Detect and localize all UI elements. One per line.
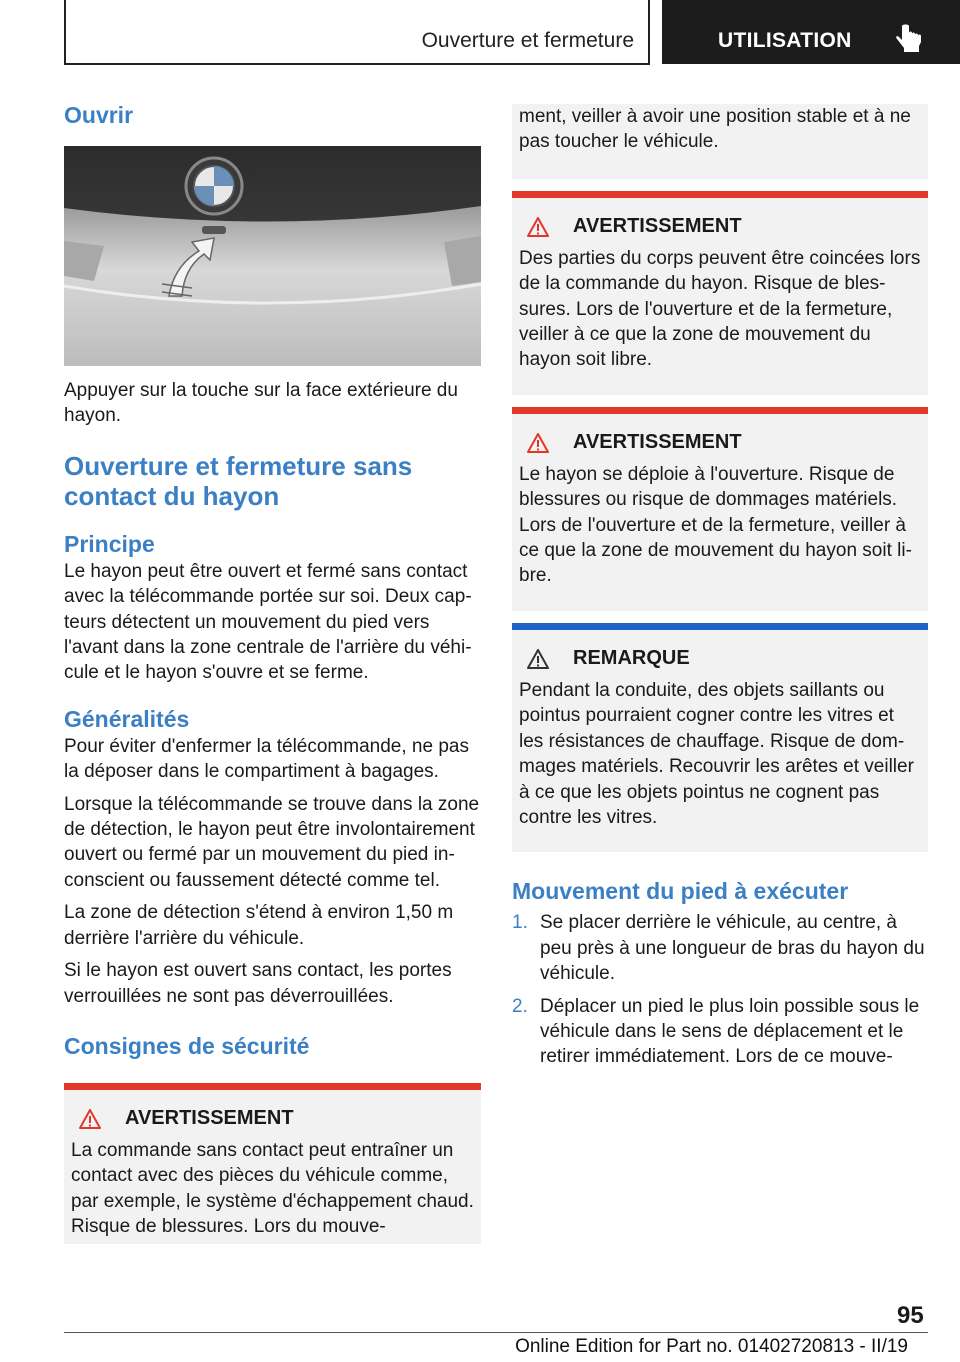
warning-text-continued: ment, veiller à avoir une position stable et à ne pas toucher le véhicule. [519, 106, 911, 153]
warning-title-text: AVERTISSEMENT [573, 431, 742, 454]
header-bottom-rule [64, 63, 650, 65]
warning-box-1 [64, 1083, 481, 1244]
right-column [512, 100, 928, 1077]
heading-consignes: Consignes de sécurité [64, 1032, 310, 1059]
warning-title [519, 214, 921, 240]
para-appuyer: Appuyer sur la touche sur la face extérieure du hayon. [64, 380, 458, 427]
left-column [64, 100, 481, 1244]
edition-footer: Online Edition for Part no. 01402720813 - II/19 [515, 1336, 908, 1357]
warning-box-1-continued [512, 104, 928, 179]
warning-bar [512, 191, 928, 198]
warning-box-3 [512, 407, 928, 611]
caution-triangle-icon [527, 649, 549, 669]
warning-text: Le hayon se déploie à l'ouverture. Risque de blessures ou risque de dommages matériels. Lors de l'ouverture et de la fermeture, veiller à ce que la zone de mouvement du hayon soit li-bre. [519, 463, 912, 587]
note-title-text: REMARQUE [573, 647, 690, 670]
pointing-hand-icon [893, 24, 923, 54]
warning-bar [512, 407, 928, 414]
step-number: 1. [512, 912, 528, 934]
warning-triangle-icon [79, 1109, 101, 1129]
warning-triangle-icon [527, 217, 549, 237]
heading-ouverture-sans-contact: Ouverture et fermeture sans contact du hayon [64, 450, 413, 511]
page-number: 95 [897, 1302, 924, 1329]
step-text: Se placer derrière le véhicule, au centre, à peu près à une longueur de bras du hayon du véhicule. [540, 912, 925, 985]
para-generalites-3: La zone de détection s'étend à environ 1,50 m derrière l'arrière du véhicule. [64, 902, 454, 949]
list-item [512, 910, 928, 986]
note-bar [512, 623, 928, 630]
warning-title [71, 1106, 474, 1132]
warning-text: Des parties du corps peuvent être coincées lors de la commande du hayon. Risque de bles-sures. Lors de l'ouverture et de la fermeture, veiller à ce que la zone de mouvement du hayon soit libre. [519, 247, 921, 371]
note-title [519, 646, 921, 672]
tailgate-illustration [64, 146, 481, 366]
warning-triangle-icon [527, 433, 549, 453]
step-number: 2. [512, 995, 528, 1017]
warning-text: La commande sans contact peut entraîner un contact avec des pièces du véhicule comme, par exemple, le système d'échappement chaud. Risque de blessures. Lors du mouve- [71, 1139, 474, 1238]
para-generalites-2: Lorsque la télécommande se trouve dans la zone de détection, le hayon peut être involontairement ouvert ou fermé par un mouvement du pied in-conscient ou faussement détecté comme tel. [64, 793, 480, 891]
warning-bar [64, 1083, 481, 1090]
chapter-title: Ouverture et fermeture [421, 29, 634, 52]
step-text: Déplacer un pied le plus loin possible sous le véhicule dans le sens de déplacement et le retirer immédiatement. Lors de ce mouve- [540, 995, 920, 1068]
para-principe: Le hayon peut être ouvert et fermé sans contact avec la télécommande portée sur soi. Deux cap-teurs détectent un mouvement du pied vers l'avant dans la zone centrale de l'arrière du véhi-cule et le hayon s'ouvre et se ferme. [64, 560, 472, 684]
heading-mouvement: Mouvement du pied à exécuter [512, 878, 849, 905]
header-left-rule [64, 0, 66, 64]
warning-title-text: AVERTISSEMENT [573, 215, 742, 238]
footer-rule [64, 1332, 928, 1333]
steps-list [512, 910, 928, 1069]
list-item [512, 994, 928, 1070]
warning-title [519, 430, 921, 456]
warning-box-2 [512, 191, 928, 395]
heading-generalites: Généralités [64, 705, 190, 732]
heading-ouvrir: Ouvrir [64, 102, 134, 128]
para-generalites-1: Pour éviter d'enfermer la télécommande, ne pas la déposer dans le compartiment à bagages. [64, 735, 469, 783]
heading-principe: Principe [64, 530, 155, 557]
note-box [512, 623, 928, 852]
section-label: UTILISATION [718, 29, 852, 52]
warning-title-text: AVERTISSEMENT [125, 1107, 294, 1130]
header-right-rule [648, 0, 650, 64]
tailgate-photo [64, 146, 481, 366]
note-text: Pendant la conduite, des objets saillants ou pointus pourraient cogner contre les vitres et les résistances de chauffage. Risque de dom-mages matériels. Recouvrir les arêtes et veiller à ce que les objets pointus ne cognent pas contre les vitres. [519, 679, 914, 828]
para-generalites-4: Si le hayon est ouvert sans contact, les portes verrouillées ne sont pas déverrouillées. [64, 960, 452, 1007]
